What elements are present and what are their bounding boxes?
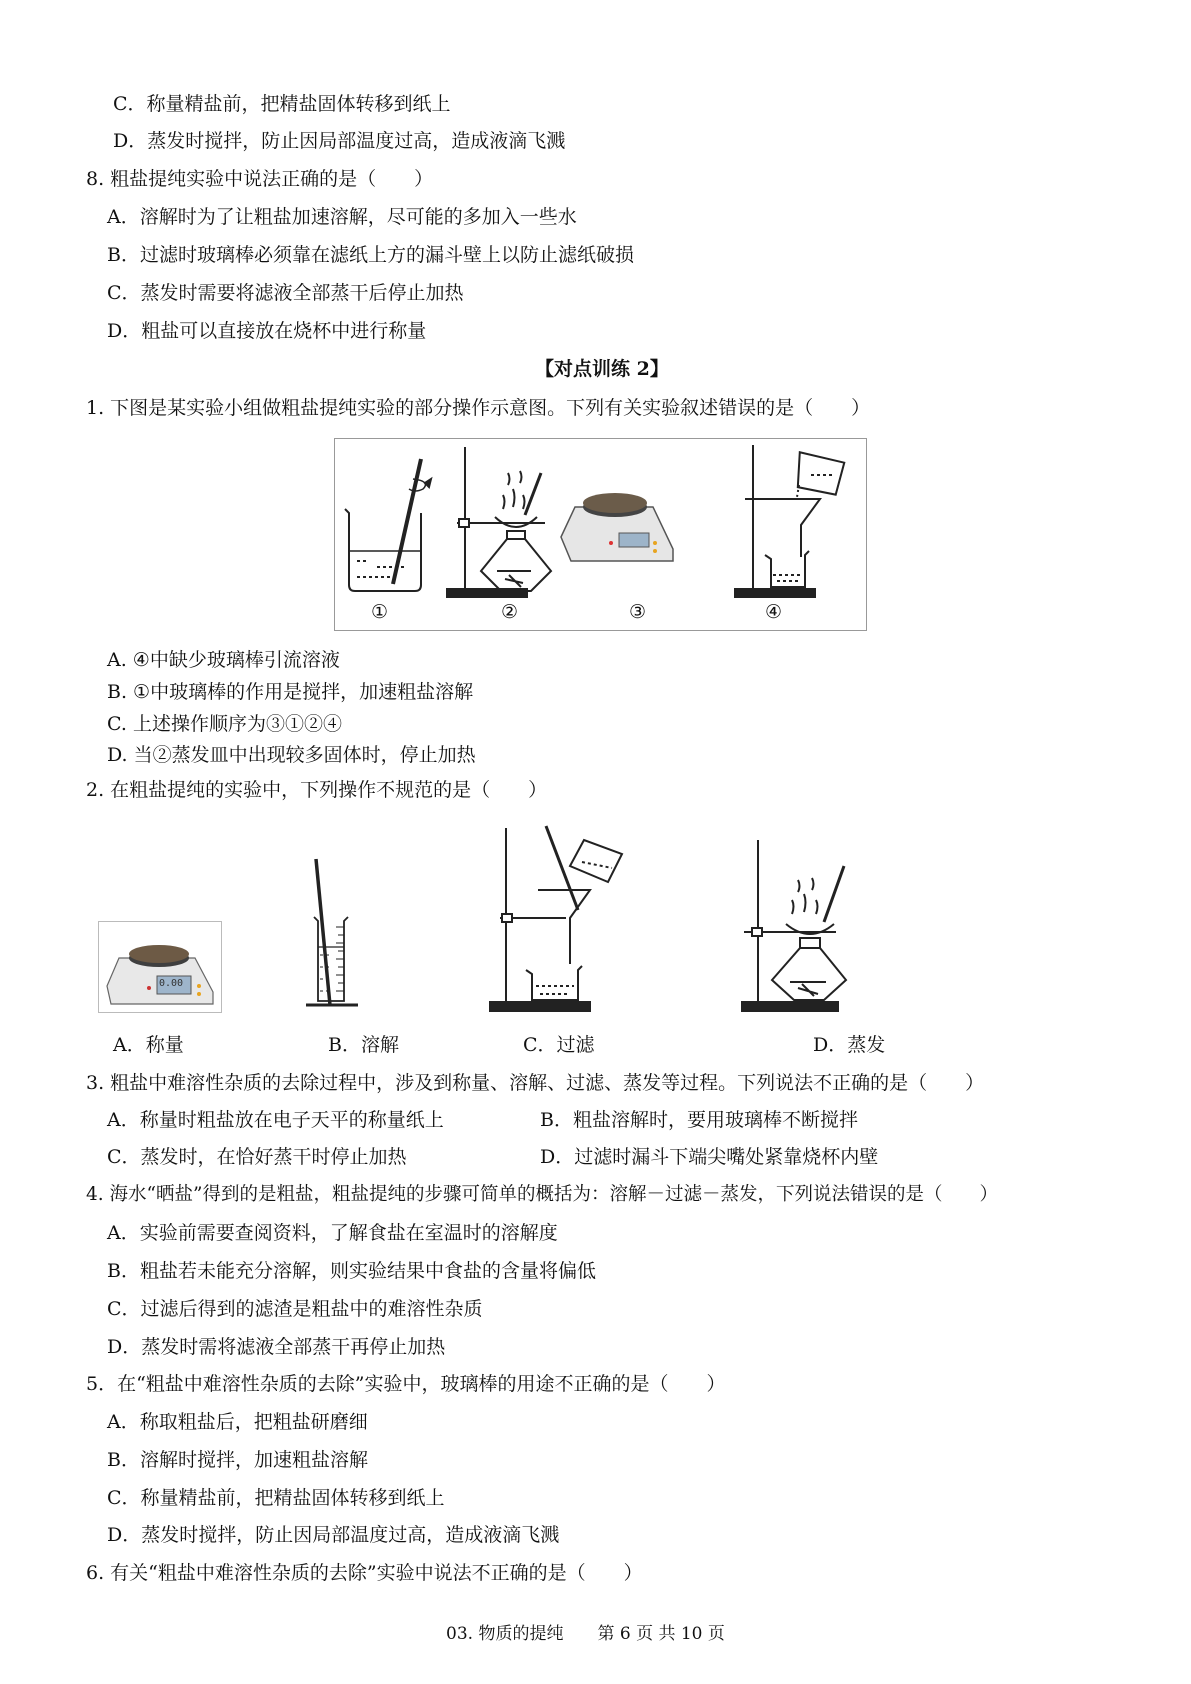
option-a: A．称取粗盐后，把粗盐研磨细 (107, 1411, 368, 1433)
section-title: 【对点训练 2】 (535, 358, 669, 380)
evaporation-drawing (736, 836, 866, 1016)
cylinder-drawing (296, 855, 366, 1013)
option-a: A．称量时粗盐放在电子天平的称量纸上 (107, 1109, 444, 1131)
page-footer: 03. 物质的提纯 第 6 页 共 10 页 (446, 1624, 725, 1644)
option-d: D．过滤时漏斗下端尖嘴处紧靠烧杯内壁 (540, 1146, 879, 1168)
experiment-figure-drawing (335, 439, 866, 630)
option-d: D．蒸发时搅拌，防止因局部温度过高，造成液滴飞溅 (113, 130, 566, 152)
figure-label-2: ② (501, 601, 519, 623)
option-a: A. ④中缺少玻璃棒引流溶液 (107, 649, 340, 671)
option-c: C．过滤后得到的滤渣是粗盐中的难溶性杂质 (107, 1298, 483, 1320)
caption-c: C．过滤 (523, 1034, 595, 1056)
option-d: D. 当②蒸发皿中出现较多固体时，停止加热 (107, 744, 476, 766)
option-b: B．粗盐若未能充分溶解，则实验结果中食盐的含量将偏低 (107, 1260, 596, 1282)
option-d: D．粗盐可以直接放在烧杯中进行称量 (107, 320, 427, 342)
figure-label-4: ④ (765, 601, 783, 623)
option-a: A．实验前需要查阅资料，了解食盐在室温时的溶解度 (107, 1222, 558, 1244)
filtration-drawing (486, 822, 636, 1016)
option-c: C. 上述操作顺序为③①②④ (107, 713, 342, 735)
question-stem: 1. 下图是某实验小组做粗盐提纯实验的部分操作示意图。下列有关实验叙述错误的是（ ） (86, 397, 871, 419)
option-c: C．蒸发时需要将滤液全部蒸干后停止加热 (107, 282, 464, 304)
balance-readout: 0.00 (159, 978, 184, 989)
balance-image (98, 921, 222, 1013)
question-stem: 4. 海水“晒盐”得到的是粗盐，粗盐提纯的步骤可简单的概括为：溶解－过滤－蒸发，下列说法错误的是（ ） (86, 1184, 998, 1205)
option-b: B. ①中玻璃棒的作用是搅拌，加速粗盐溶解 (107, 681, 474, 703)
option-b: B．溶解时搅拌，加速粗盐溶解 (107, 1449, 368, 1471)
option-a: A．溶解时为了让粗盐加速溶解，尽可能的多加入一些水 (107, 206, 577, 228)
balance-drawing (99, 922, 221, 1012)
option-c: C．称量精盐前，把精盐固体转移到纸上 (107, 1487, 445, 1509)
question-stem: 5．在“粗盐中难溶性杂质的去除”实验中，玻璃棒的用途不正确的是（ ） (86, 1373, 726, 1395)
question-stem: 8. 粗盐提纯实验中说法正确的是（ ） (86, 168, 434, 190)
caption-d: D．蒸发 (813, 1034, 886, 1056)
option-d: D．蒸发时需将滤液全部蒸干再停止加热 (107, 1336, 446, 1358)
option-c: C．蒸发时，在恰好蒸干时停止加热 (107, 1146, 407, 1168)
figure-label-1: ① (371, 601, 389, 623)
caption-b: B．溶解 (328, 1034, 399, 1056)
question-stem: 3. 粗盐中难溶性杂质的去除过程中，涉及到称量、溶解、过滤、蒸发等过程。下列说法不正确的是（ ） (86, 1072, 985, 1094)
option-b: B．过滤时玻璃棒必须靠在滤纸上方的漏斗壁上以防止滤纸破损 (107, 244, 634, 266)
experiment-figure (334, 438, 867, 631)
figure-label-3: ③ (629, 601, 647, 623)
question-stem: 6. 有关“粗盐中难溶性杂质的去除”实验中说法不正确的是（ ） (86, 1562, 643, 1584)
caption-a: A．称量 (113, 1034, 184, 1056)
option-c: C．称量精盐前，把精盐固体转移到纸上 (113, 93, 451, 115)
question-stem: 2. 在粗盐提纯的实验中，下列操作不规范的是（ ） (86, 779, 548, 801)
option-b: B．粗盐溶解时，要用玻璃棒不断搅拌 (540, 1109, 858, 1131)
option-d: D．蒸发时搅拌，防止因局部温度过高，造成液滴飞溅 (107, 1524, 560, 1546)
